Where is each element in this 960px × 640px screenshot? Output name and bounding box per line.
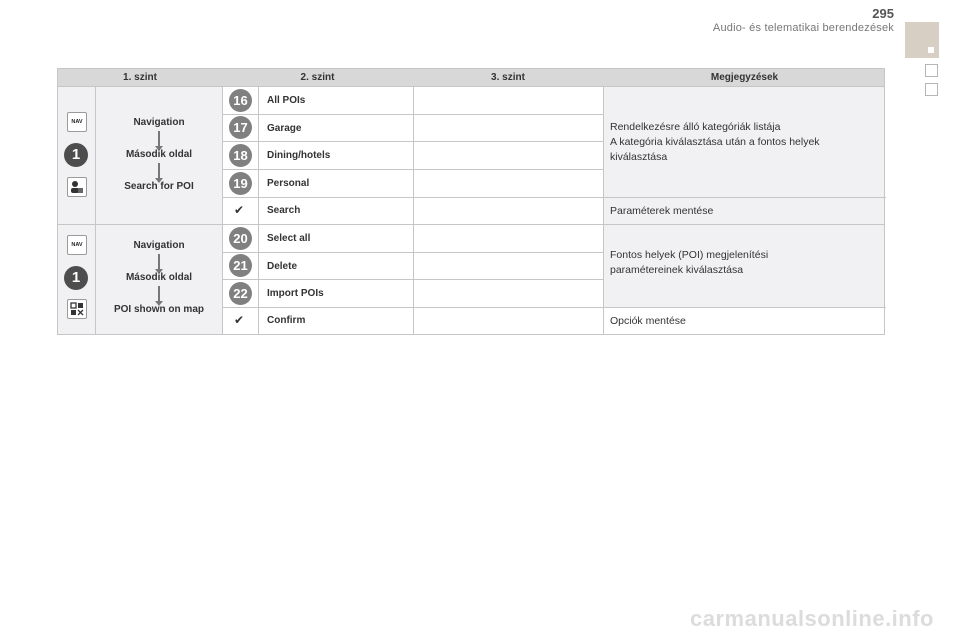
arrow-down-icon xyxy=(158,286,160,302)
poi-search-icon[interactable] xyxy=(67,177,87,197)
note-line: paramétereinek kiválasztása xyxy=(610,264,744,276)
check-icon: ✔ xyxy=(234,203,245,217)
note-line: Rendelkezésre álló kategóriák listája xyxy=(610,121,781,133)
menu-confirm[interactable]: Confirm xyxy=(267,315,306,326)
menu-import-pois[interactable]: Import POIs xyxy=(267,288,324,299)
arrow-down-icon xyxy=(158,131,160,147)
note-save-options: Opciók mentése xyxy=(610,315,686,327)
note-line: A kategória kiválasztása után a fontos helyek xyxy=(610,136,820,148)
table-group-poi-search xyxy=(57,87,885,225)
chapter-box-1 xyxy=(925,64,938,77)
level1-navigation: Navigation xyxy=(133,117,185,128)
level1-second-page: Második oldal xyxy=(125,272,193,283)
poi-map-icon[interactable] xyxy=(67,299,87,319)
menu-dining-hotels[interactable]: Dining/hotels xyxy=(267,150,331,161)
note-poi-display xyxy=(610,248,880,278)
step-number: 20 xyxy=(229,227,252,250)
menu-all-pois[interactable]: All POIs xyxy=(267,95,306,106)
chapter-marker xyxy=(928,47,934,53)
header-level3: 3. szint xyxy=(491,72,525,83)
header-level2: 2. szint xyxy=(300,72,335,83)
table-header xyxy=(57,68,885,87)
step-number: 22 xyxy=(229,282,252,305)
menu-garage[interactable]: Garage xyxy=(267,123,302,134)
menu-select-all[interactable]: Select all xyxy=(267,233,311,244)
level1-search-poi: Search for POI xyxy=(124,181,194,192)
level1-poi-map: POI shown on map xyxy=(113,304,204,315)
note-line: kiválasztása xyxy=(610,151,668,163)
arrow-down-icon xyxy=(158,163,160,179)
watermark: carmanualsonline.info xyxy=(690,606,934,631)
step-number: 17 xyxy=(229,116,252,139)
menu-delete[interactable]: Delete xyxy=(267,261,298,272)
step-number: 19 xyxy=(229,172,252,195)
step-badge: 1 xyxy=(64,266,88,290)
menu-personal[interactable]: Personal xyxy=(267,178,310,189)
step-number: 18 xyxy=(229,144,252,167)
note-line: Fontos helyek (POI) megjelenítési xyxy=(610,249,769,261)
step-badge: 1 xyxy=(64,143,88,167)
menu-search[interactable]: Search xyxy=(267,205,301,216)
chapter-box-2 xyxy=(925,83,938,96)
step-number: 16 xyxy=(229,89,252,112)
note-categories xyxy=(610,120,880,165)
chapter-tab xyxy=(905,22,939,58)
note-save-params: Paraméterek mentése xyxy=(610,205,714,217)
table-group-poi-map xyxy=(57,225,885,335)
check-icon: ✔ xyxy=(234,313,245,327)
nav-icon[interactable]: NAV xyxy=(67,235,87,255)
arrow-down-icon xyxy=(158,254,160,270)
page-number: 295 xyxy=(872,6,894,21)
level1-navigation: Navigation xyxy=(133,240,185,251)
header-level1: 1. szint xyxy=(123,72,157,83)
step-number: 21 xyxy=(229,254,252,277)
level1-second-page: Második oldal xyxy=(125,149,193,160)
section-title: Audio- és telematikai berendezések xyxy=(712,22,894,34)
nav-icon[interactable]: NAV xyxy=(67,112,87,132)
header-notes: Megjegyzések xyxy=(710,72,779,83)
